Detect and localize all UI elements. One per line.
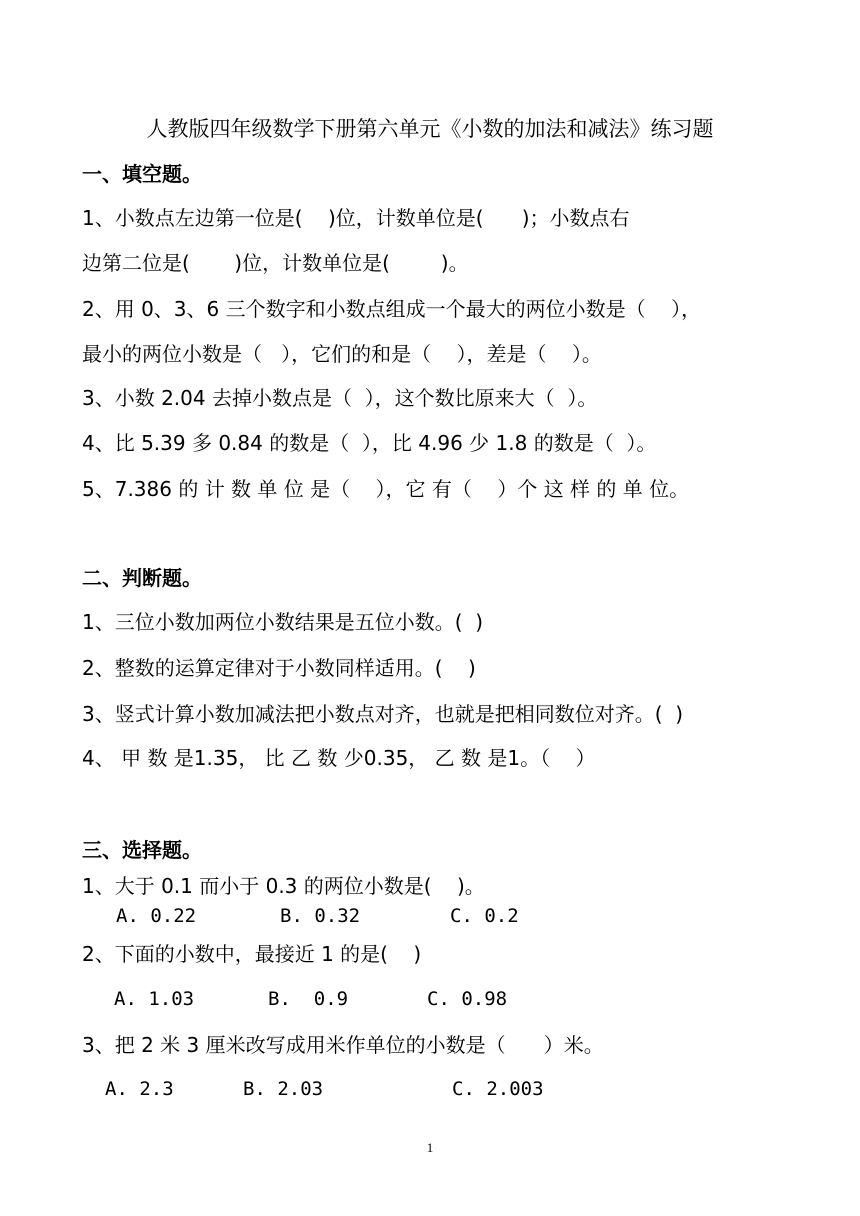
option-a: A. 1.03 — [114, 988, 195, 1010]
question-line: 5、7.386 的 计 数 单 位 是（ ），它 有（ ）个 这 样 的 单 位。 — [82, 477, 690, 501]
question-line: 2、整数的运算定律对于小数同样适用。( ) — [82, 656, 476, 680]
question-line: 3、竖式计算小数加减法把小数点对齐，也就是把相同数位对齐。( ) — [82, 702, 684, 726]
option-b: B. 0.32 — [280, 905, 361, 927]
option-a: A. 0.22 — [116, 905, 197, 927]
option-c: C. 2.003 — [452, 1078, 544, 1100]
option-b: B. 0.9 — [268, 988, 349, 1010]
option-c: C. 0.98 — [427, 988, 508, 1010]
question-line: 2、下面的小数中，最接近 1 的是( ) — [82, 942, 422, 966]
question-line: 4、比 5.39 多 0.84 的数是（ ），比 4.96 少 1.8 的数是（ ）。 — [82, 431, 657, 455]
question-line: 边第二位是( )位，计数单位是( )。 — [82, 251, 469, 275]
page-number: 1 — [426, 1140, 434, 1155]
question-line: 最小的两位小数是（ ），它们的和是（ ），差是（ ）。 — [82, 342, 602, 366]
section-heading-multiple-choice: 三、选择题。 — [82, 838, 202, 862]
option-b: B. 2.03 — [243, 1078, 324, 1100]
question-line: 1、大于 0.1 而小于 0.3 的两位小数是( )。 — [82, 874, 485, 898]
section-heading-true-false: 二、判断题。 — [82, 566, 202, 590]
question-line: 2、用 0、3、6 三个数字和小数点组成一个最大的两位小数是（ ）， — [82, 297, 702, 321]
question-line: 3、小数 2.04 去掉小数点是（ ），这个数比原来大（ ）。 — [82, 386, 598, 410]
question-line: 1、小数点左边第一位是( )位，计数单位是( )；小数点右 — [82, 206, 630, 230]
option-c: C. 0.2 — [450, 905, 519, 927]
section-heading-fill-in: 一、填空题。 — [82, 162, 202, 186]
question-line: 4、 甲 数 是1.35， 比 乙 数 少0.35， 乙 数 是1。（ ） — [82, 746, 596, 770]
question-line: 3、把 2 米 3 厘米改写成用米作单位的小数是（ ）米。 — [82, 1033, 604, 1057]
page-title: 人教版四年级数学下册第六单元《小数的加法和减法》练习题 — [146, 117, 714, 141]
option-a: A. 2.3 — [105, 1078, 174, 1100]
question-line: 1、三位小数加两位小数结果是五位小数。( ) — [82, 610, 484, 634]
